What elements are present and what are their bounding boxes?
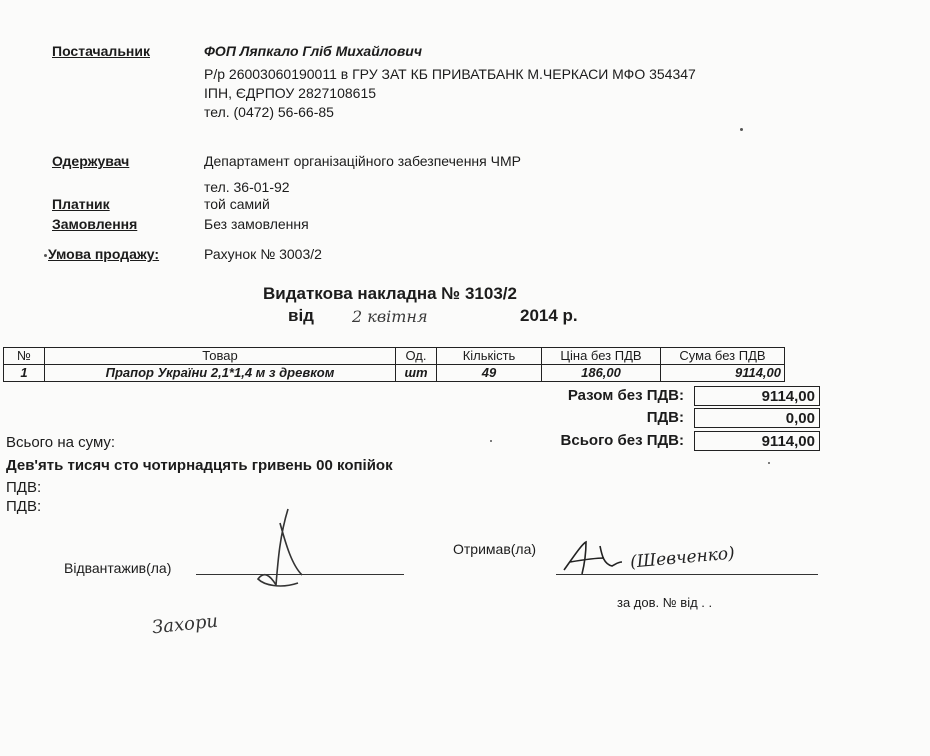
received-handwritten-name: (Шевченко) <box>629 543 736 573</box>
row-quantity: 49 <box>437 365 542 382</box>
document-year: 2014 р. <box>520 306 578 325</box>
header-quantity: Кількість <box>437 348 542 365</box>
header-price: Ціна без ПДВ <box>542 348 661 365</box>
received-label: Отримав(ла) <box>453 541 537 557</box>
supplier-tax-id: ІПН, ЄДРПОУ 2827108615 <box>204 85 377 101</box>
proxy-text: за дов. № від . . <box>617 595 713 610</box>
table-header-row <box>4 348 785 365</box>
payer-value: той самий <box>204 196 270 212</box>
scan-speck <box>490 440 492 442</box>
scan-speck <box>768 462 770 464</box>
sum-label: Всього на суму: <box>6 434 116 451</box>
handwritten-date: 2 квітня <box>352 307 428 326</box>
supplier-label: Постачальник <box>52 43 150 59</box>
supplier-phone: тел. (0472) 56-66-85 <box>204 104 334 120</box>
order-value: Без замовлення <box>204 216 309 232</box>
sum-in-words: Дев'ять тисяч сто чотирнадцять гривень 00 копійок <box>6 457 393 474</box>
row-unit: шт <box>396 365 437 382</box>
scan-speck <box>740 128 743 131</box>
scan-speck <box>44 254 47 257</box>
total-value: 9114,00 <box>694 431 820 451</box>
row-sum: 9114,00 <box>661 365 785 382</box>
vat-line-1: ПДВ: <box>6 479 42 496</box>
shipped-label: Відвантажив(ла) <box>64 560 172 576</box>
row-product: Прапор України 2,1*1,4 м з древком <box>45 365 396 382</box>
header-number: № <box>4 348 45 365</box>
subtotal-value: 9114,00 <box>694 386 820 406</box>
total-label: Всього без ПДВ: <box>560 432 684 449</box>
subtotal-label: Разом без ПДВ: <box>567 387 684 404</box>
goods-table <box>3 347 785 382</box>
received-signature <box>560 536 630 580</box>
header-sum: Сума без ПДВ <box>661 348 785 365</box>
shipped-signature <box>240 505 310 595</box>
vat-value: 0,00 <box>694 408 820 428</box>
vat-label: ПДВ: <box>646 409 684 426</box>
receiver-phone: тел. 36-01-92 <box>204 179 290 195</box>
order-label: Замовлення <box>52 216 138 232</box>
header-product: Товар <box>45 348 396 365</box>
receiver-name: Департамент організаційного забезпечення ЧМР <box>204 153 521 169</box>
date-from-label: від <box>288 306 314 325</box>
sale-terms-value: Рахунок № 3003/2 <box>204 246 322 262</box>
shipped-handwritten-note: Захори <box>151 610 219 639</box>
supplier-name: ФОП Ляпкало Гліб Михайлович <box>204 43 422 59</box>
header-unit: Од. <box>396 348 437 365</box>
payer-label: Платник <box>52 196 110 212</box>
supplier-account: Р/р 26003060190011 в ГРУ ЗАТ КБ ПРИВАТБАНК М.ЧЕРКАСИ МФО 354347 <box>204 66 696 82</box>
table-row <box>4 365 785 382</box>
sale-terms-label: Умова продажу: <box>48 246 160 262</box>
receiver-label: Одержувач <box>52 153 130 169</box>
document-title: Видаткова накладна № 3103/2 <box>263 284 517 303</box>
row-number: 1 <box>4 365 45 382</box>
vat-line-2: ПДВ: <box>6 498 42 515</box>
row-price: 186,00 <box>542 365 661 382</box>
